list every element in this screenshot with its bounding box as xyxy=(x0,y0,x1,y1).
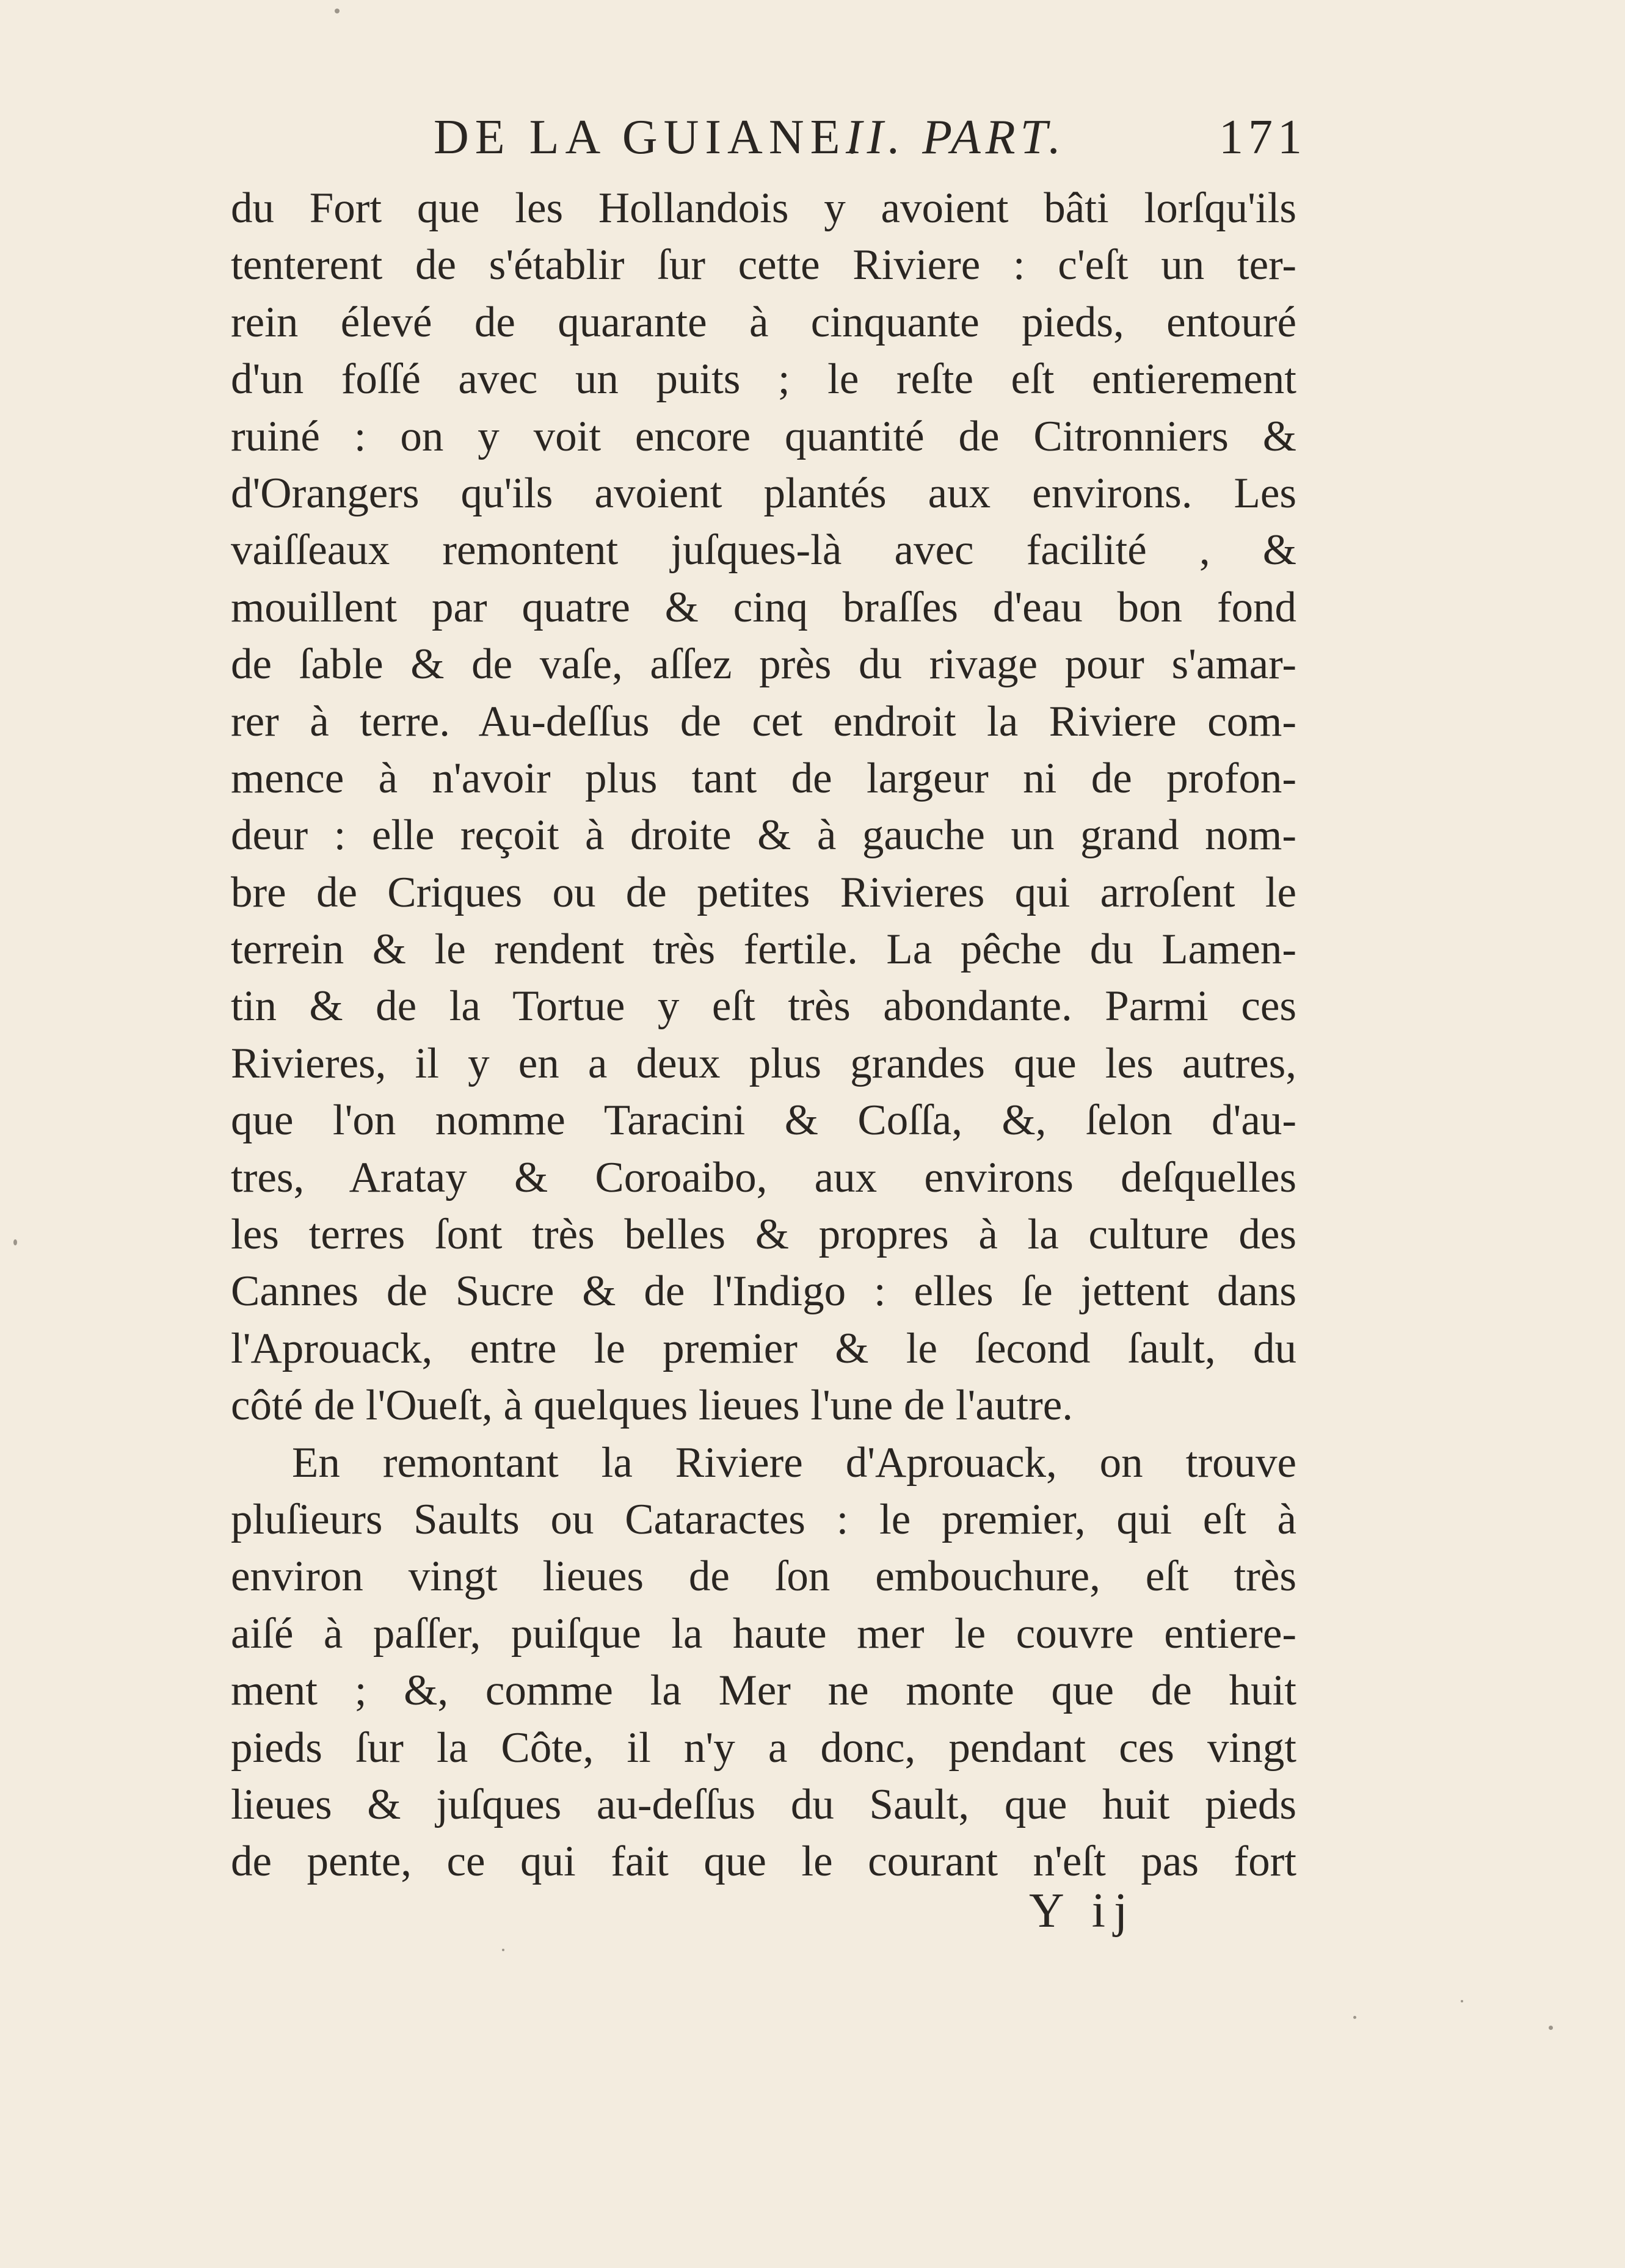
text-line: Cannes de Sucre & de l'Indigo : elles ſe jettent dans xyxy=(231,1267,1296,1316)
text-line: tres, Aratay & Coroaibo, aux environs deſquelles xyxy=(231,1153,1296,1201)
text-line: vaiſſeaux remontent juſques-là avec facilité , & xyxy=(231,526,1296,574)
text-line: rer à terre. Au-deſſus de cet endroit la Riviere com- xyxy=(231,697,1296,745)
paper-speck xyxy=(1353,2016,1356,2019)
text-line: tin & de la Tortue y eſt très abondante. Parmi ces xyxy=(231,982,1296,1031)
text-line: deur : elle reçoit à droite & à gauche un grand nom- xyxy=(231,811,1296,860)
paper-speck xyxy=(13,1239,17,1245)
text-line: d'un foſſé avec un puits ; le reſte eſt entierement xyxy=(231,355,1296,404)
running-head-part: II. PART. xyxy=(846,111,1066,164)
text-line: de pente, ce qui fait que le courant n'eſt pas fort xyxy=(231,1838,1296,1886)
text-line: côté de l'Oueſt, à quelques lieues l'une de l'autre. xyxy=(231,1382,1073,1430)
text-line: Rivieres, il y en a deux plus grandes que les autres, xyxy=(231,1039,1296,1087)
text-line: lieues & juſques au-deſſus du Sault, que huit pieds xyxy=(231,1780,1296,1828)
paragraph-start-line: En remontant la Riviere d'Aprouack, on trouve xyxy=(292,1438,1296,1487)
text-line: mouillent par quatre & cinq braſſes d'eau bon fond xyxy=(231,583,1296,631)
text-line: les terres ſont très belles & propres à la culture des xyxy=(231,1211,1296,1259)
page-number: 171 xyxy=(1219,111,1307,164)
text-line: aiſé à paſſer, puiſque la haute mer le couvre entiere- xyxy=(231,1609,1296,1658)
signature-mark: Y ij xyxy=(1029,1884,1136,1938)
body-text xyxy=(231,180,1296,1891)
paper-speck xyxy=(1549,2026,1553,2030)
text-line: pluſieurs Saults ou Cataractes : le premier, qui eſt à xyxy=(231,1495,1296,1543)
text-line: d'Orangers qu'ils avoient plantés aux environs. Les xyxy=(231,469,1296,517)
text-line: de ſable & de vaſe, aſſez près du rivage pour s'amar- xyxy=(231,640,1296,689)
text-line: du Fort que les Hollandois y avoient bâti lorſqu'ils xyxy=(231,184,1296,232)
text-line: ruiné : on y voit encore quantité de Citronniers & xyxy=(231,412,1296,460)
text-line: tenterent de s'établir ſur cette Riviere : c'eſt un ter- xyxy=(231,241,1296,289)
text-line: ment ; &, comme la Mer ne monte que de huit xyxy=(231,1667,1296,1715)
running-head xyxy=(232,104,1307,171)
text-line: mence à n'avoir plus tant de largeur ni de profon- xyxy=(231,754,1296,802)
text-line: bre de Criques ou de petites Rivieres qui arroſent le xyxy=(231,868,1296,916)
paper-speck xyxy=(502,1949,504,1951)
paper-speck xyxy=(335,9,340,13)
text-line: terrein & le rendent très fertile. La pêche du Lamen- xyxy=(231,926,1296,974)
text-line: environ vingt lieues de ſon embouchure, eſt très xyxy=(231,1552,1296,1601)
paper-speck xyxy=(1461,2000,1463,2002)
running-head-title: DE LA GUIANE. xyxy=(434,111,865,164)
text-line: que l'on nomme Taracini & Coſſa, &, ſelon d'au- xyxy=(231,1096,1296,1145)
text-line: rein élevé de quarante à cinquante pieds, entouré xyxy=(231,298,1296,346)
text-line: l'Aprouack, entre le premier & le ſecond ſault, du xyxy=(231,1324,1296,1372)
text-line: pieds ſur la Côte, il n'y a donc, pendant ces vingt xyxy=(231,1723,1296,1772)
